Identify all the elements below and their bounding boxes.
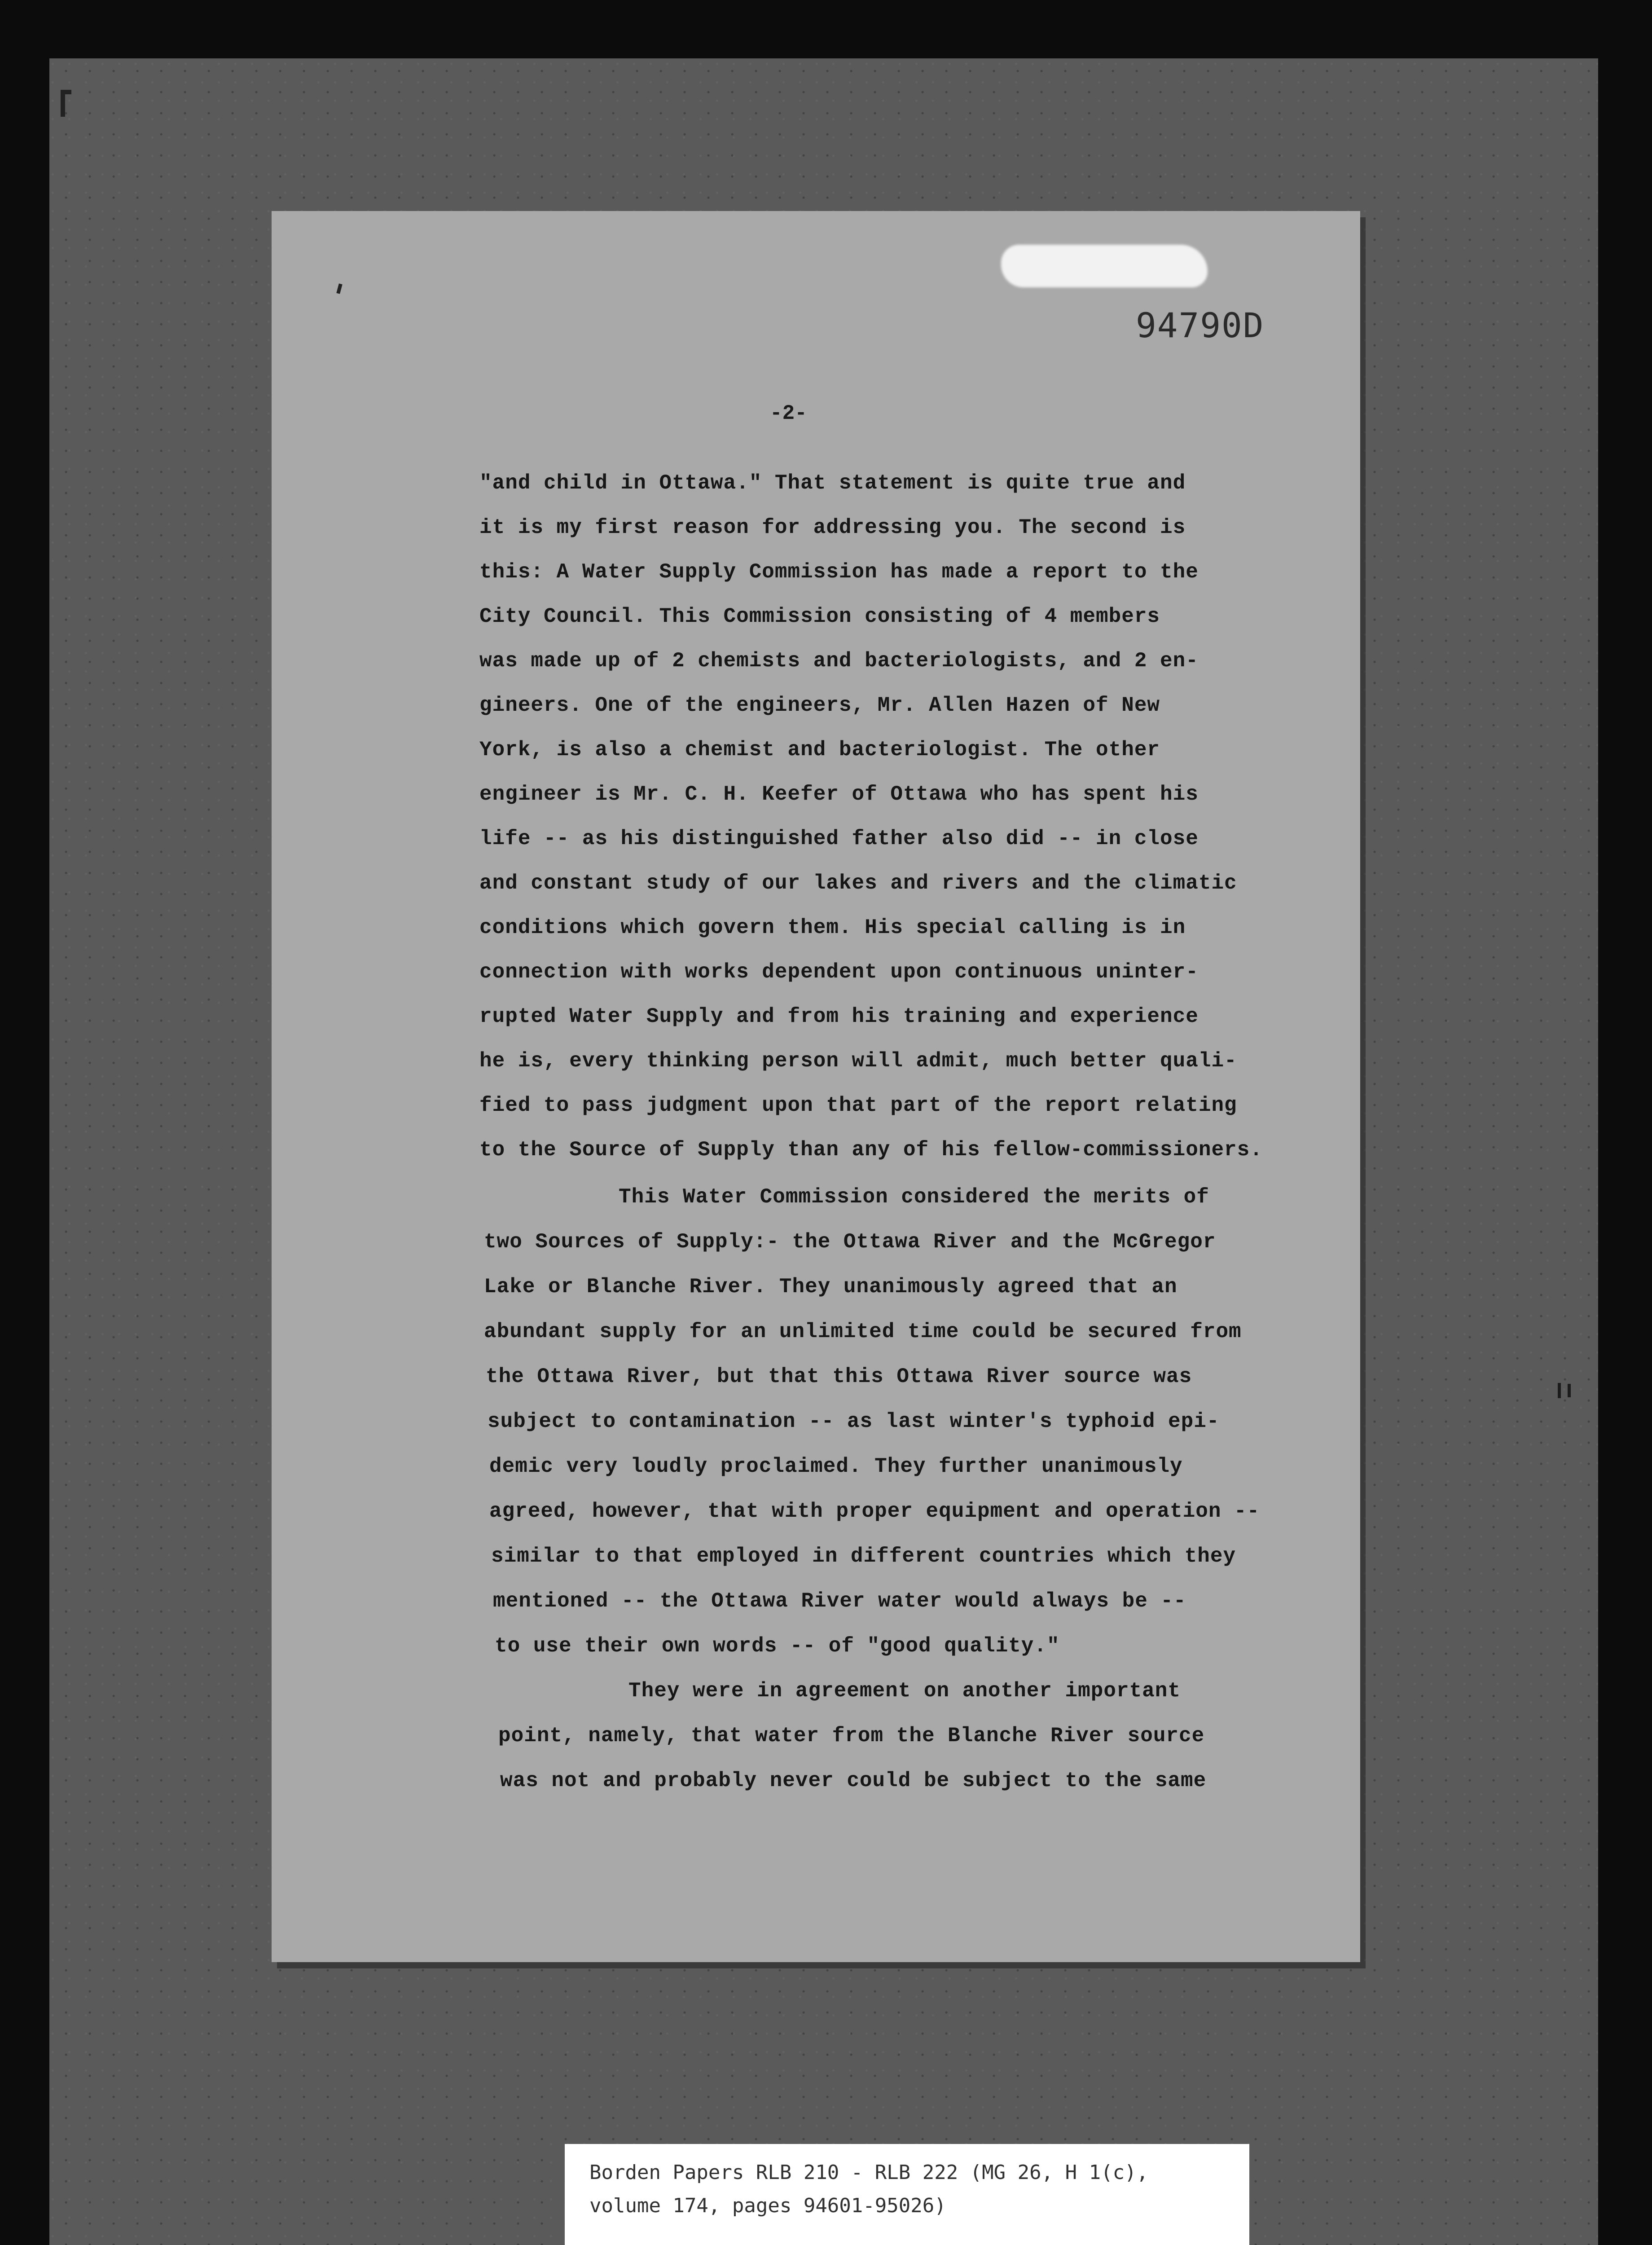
tape-patch <box>1001 245 1208 287</box>
text-line: Lake or Blanche River. They unanimously agreed that an <box>484 1275 1177 1299</box>
page-number: -2- <box>770 402 807 425</box>
text-line: this: A Water Supply Commission has made a report to the <box>479 560 1199 584</box>
text-line: gineers. One of the engineers, Mr. Allen Hazen of New <box>479 694 1160 717</box>
frame-speck <box>1568 1384 1571 1397</box>
text-line: life -- as his distinguished father also did -- in close <box>479 827 1199 850</box>
text-line: agreed, however, that with proper equipment and operation -- <box>489 1500 1260 1523</box>
text-line: he is, every thinking person will admit, much better quali- <box>479 1049 1237 1073</box>
text-line: This Water Commission considered the merits of <box>619 1185 1209 1209</box>
text-line: York, is also a chemist and bacteriologist. The other <box>479 738 1160 762</box>
frame-corner-mark <box>61 90 71 117</box>
text-line: and constant study of our lakes and rivers and the climatic <box>479 872 1237 895</box>
text-line: abundant supply for an unlimited time could be secured from <box>484 1320 1242 1343</box>
stamp-number: 94790 <box>1136 305 1243 345</box>
page-stamp <box>1136 305 1265 345</box>
text-line: conditions which govern them. His special calling is in <box>479 916 1186 939</box>
text-line: to the Source of Supply than any of his fellow-commissioners. <box>479 1138 1263 1162</box>
text-line: City Council. This Commission consisting of 4 members <box>479 605 1160 628</box>
text-line: to use their own words -- of "good quality." <box>495 1634 1060 1658</box>
reference-label-line-1: Borden Papers RLB 210 - RLB 222 (MG 26, H 1(c), <box>589 2161 1149 2184</box>
text-line: mentioned -- the Ottawa River water would always be -- <box>493 1589 1186 1613</box>
reference-label <box>565 2144 1249 2245</box>
text-line: point, namely, that water from the Blanche River source <box>498 1724 1205 1748</box>
frame-speck <box>1558 1383 1561 1398</box>
text-line: engineer is Mr. C. H. Keefer of Ottawa who has spent his <box>479 783 1199 806</box>
reference-label-line-2: volume 174, pages 94601-95026) <box>589 2194 946 2217</box>
text-line: the Ottawa River, but that this Ottawa River source was <box>486 1365 1192 1388</box>
text-line: "and child in Ottawa." That statement is quite true and <box>479 471 1186 495</box>
stamp-suffix: D <box>1243 305 1265 345</box>
text-line: rupted Water Supply and from his training and experience <box>479 1005 1199 1028</box>
text-line: They were in agreement on another important <box>628 1679 1181 1703</box>
text-line: connection with works dependent upon continuous uninter- <box>479 960 1199 984</box>
text-line: subject to contamination -- as last winter's typhoid epi- <box>488 1410 1220 1433</box>
text-line: two Sources of Supply:- the Ottawa River and the McGregor <box>484 1230 1216 1254</box>
text-line: it is my first reason for addressing you. The second is <box>479 516 1186 539</box>
text-line: demic very loudly proclaimed. They further unanimously <box>489 1455 1183 1478</box>
text-line: fied to pass judgment upon that part of the report relating <box>479 1094 1237 1117</box>
text-line: similar to that employed in different countries which they <box>491 1545 1236 1568</box>
text-line: was made up of 2 chemists and bacteriologists, and 2 en- <box>479 649 1199 673</box>
text-line: was not and probably never could be subject to the same <box>500 1769 1207 1792</box>
